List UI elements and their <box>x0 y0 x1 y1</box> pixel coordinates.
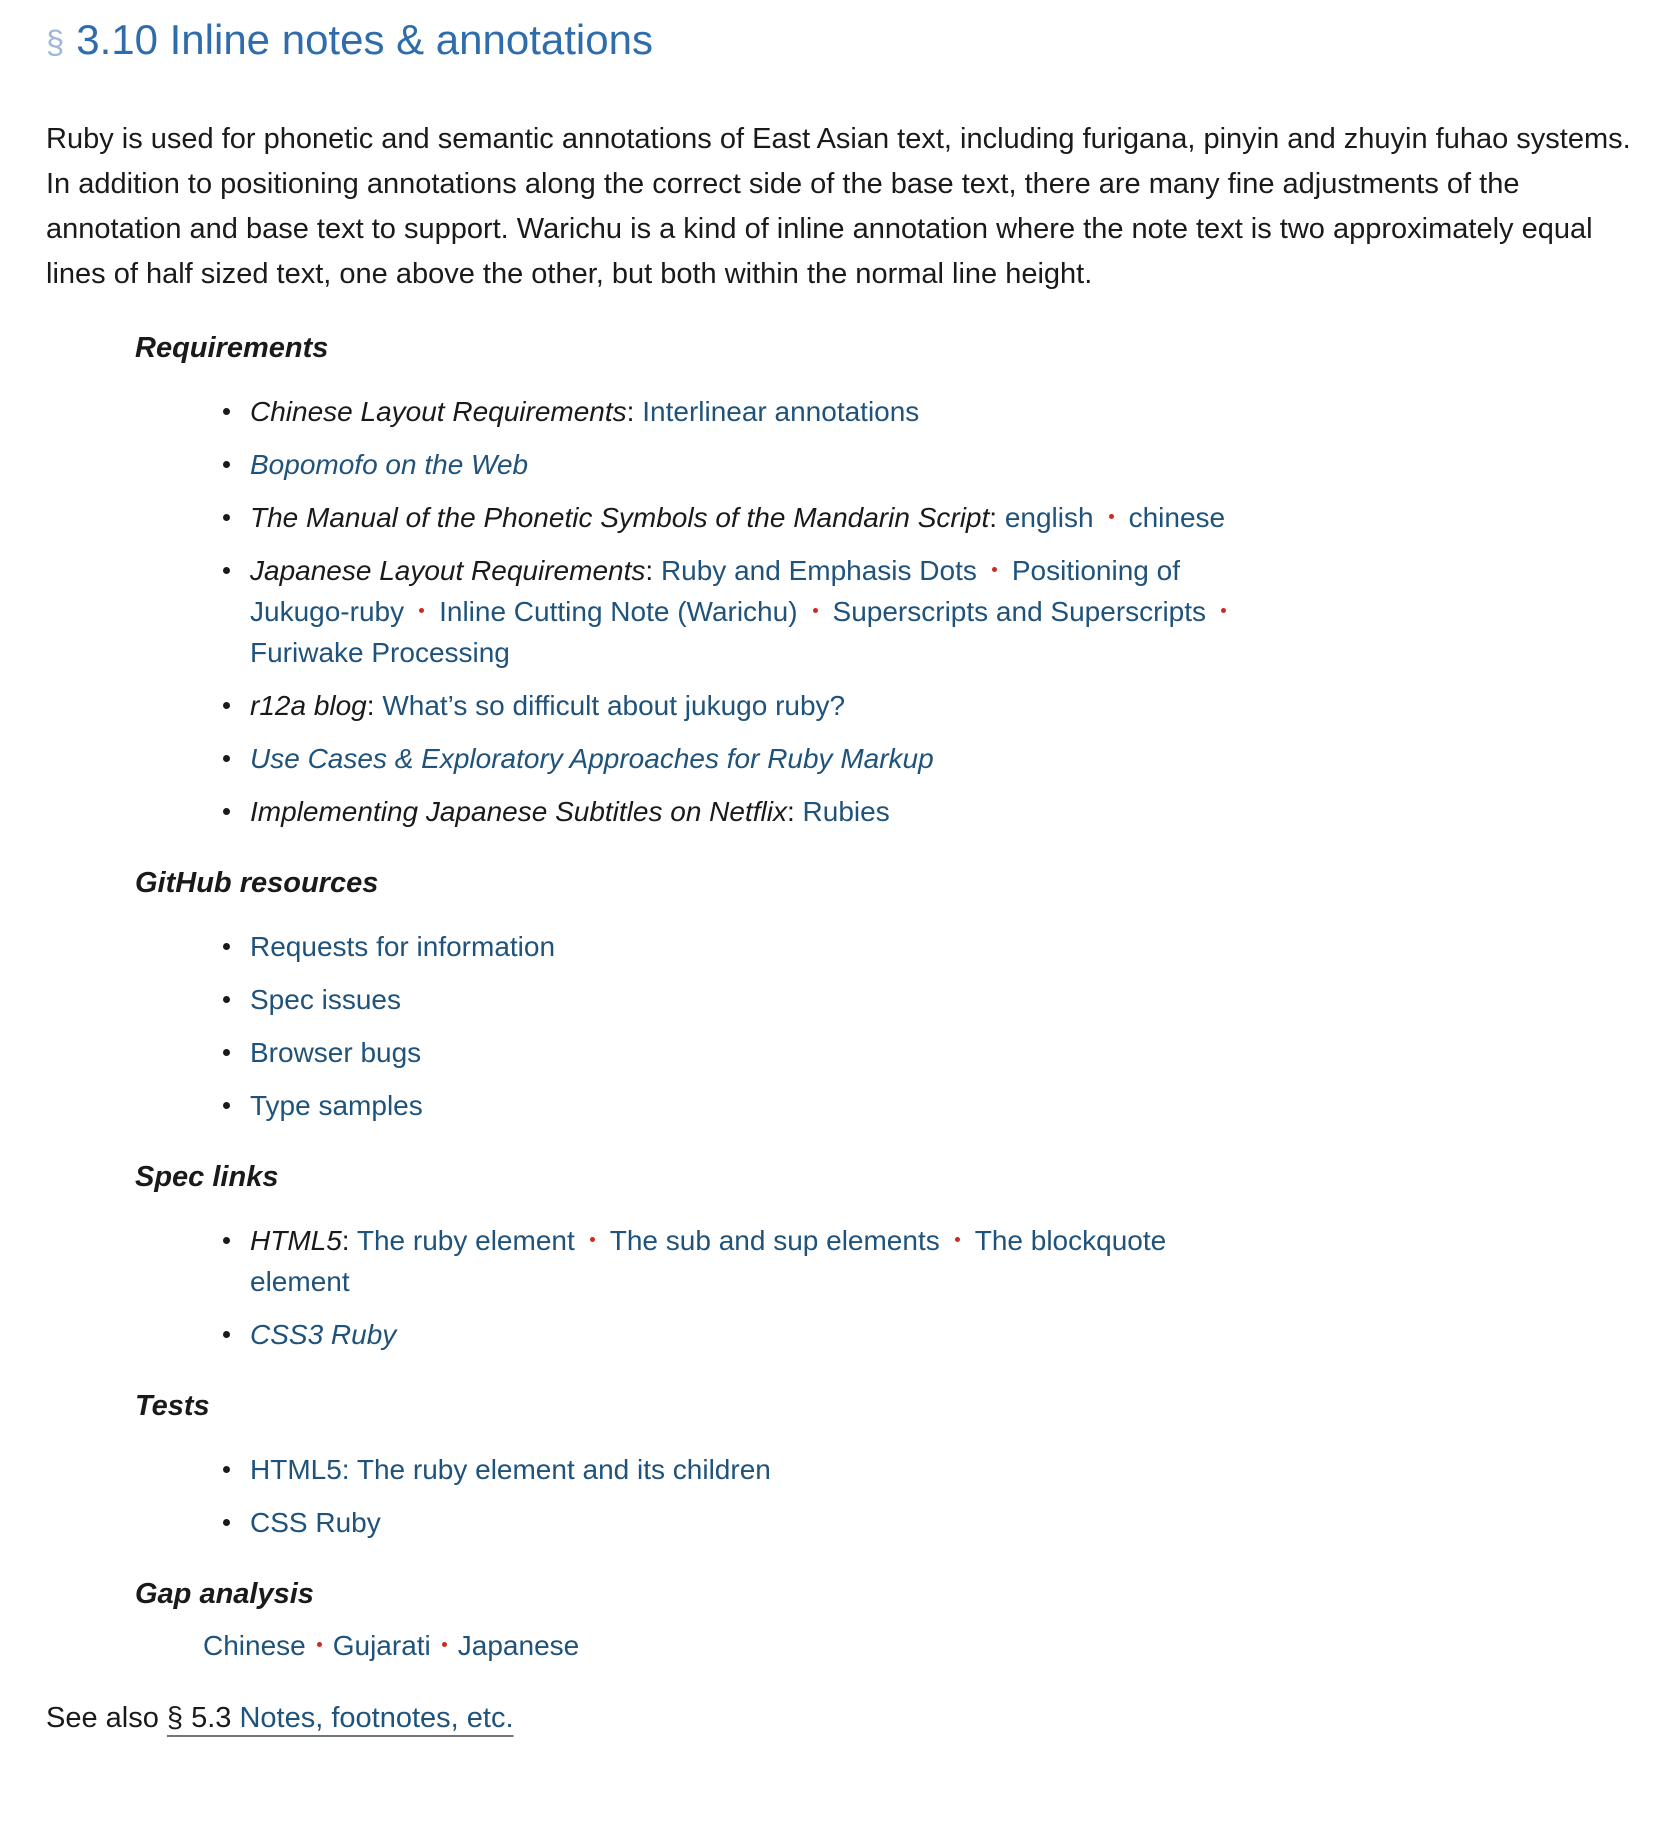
see-also-prefix: See also <box>46 1701 167 1734</box>
link-superscripts-and-superscripts[interactable]: Superscripts and Superscripts <box>832 595 1207 627</box>
section-mark: § <box>46 23 65 60</box>
dot-separator <box>992 567 997 572</box>
link-the-sub-and-sup-elements[interactable]: The sub and sup elements <box>609 1224 940 1256</box>
link-chinese[interactable]: Chinese <box>203 1629 306 1661</box>
link-chinese[interactable]: chinese <box>1128 501 1226 533</box>
link-type-samples[interactable]: Type samples <box>250 1089 423 1121</box>
link-the-blockquote-element[interactable]: The blockquote element <box>250 1224 1167 1297</box>
link-rubies[interactable]: Rubies <box>802 795 890 827</box>
dot-separator <box>590 1237 595 1242</box>
list-item <box>250 1502 1260 1543</box>
section-list-github-resources <box>46 926 1634 1126</box>
link-gujarati[interactable]: Gujarati <box>332 1629 431 1661</box>
page-title <box>46 14 1634 67</box>
list-item <box>250 444 1260 485</box>
link-html5-the-ruby-element-and-its-children[interactable]: HTML5: The ruby element and its children <box>250 1453 771 1485</box>
section-heading-tests: Tests <box>135 1389 210 1422</box>
page-title-text: 3.10 Inline notes & annotations <box>76 16 653 63</box>
dot-separator <box>813 608 818 613</box>
link-interlinear-annotations[interactable]: Interlinear annotations <box>642 395 920 427</box>
list-item <box>250 497 1260 538</box>
list-item <box>250 1085 1260 1126</box>
plain-text: : <box>341 1224 357 1256</box>
cite-implementing-japanese-subtitles-on-netfl: Implementing Japanese Subtitles on Netflix <box>250 795 787 827</box>
list-item <box>250 1449 1260 1490</box>
section-list-tests <box>46 1449 1634 1543</box>
gap-analysis-links <box>203 1625 1634 1666</box>
list-item <box>250 738 1260 779</box>
list-item <box>250 1220 1260 1302</box>
list-item <box>250 685 1260 726</box>
link-css-ruby[interactable]: CSS Ruby <box>250 1506 381 1538</box>
link-browser-bugs[interactable]: Browser bugs <box>250 1036 422 1068</box>
see-also-section-number: § 5.3 <box>166 1701 232 1734</box>
dot-separator <box>442 1642 447 1647</box>
dot-separator <box>955 1237 960 1242</box>
cite-html5: HTML5 <box>250 1224 342 1256</box>
dot-separator <box>317 1642 322 1647</box>
see-also <box>46 1696 1634 1740</box>
cite-the-manual-of-the-phonetic-symbols-of-th: The Manual of the Phonetic Symbols of the Mandarin Script <box>250 501 990 533</box>
section-heading-spec-links: Spec links <box>135 1160 279 1193</box>
section-heading-github-resources: GitHub resources <box>135 866 379 899</box>
link-requests-for-information[interactable]: Requests for information <box>250 930 556 962</box>
plain-text: : <box>989 501 1005 533</box>
link-what-s-so-difficult-about-jukugo-ruby[interactable]: What’s so difficult about jukugo ruby? <box>382 689 846 721</box>
section-heading-requirements: Requirements <box>135 331 329 364</box>
plain-text: : <box>366 689 383 721</box>
list-item <box>250 391 1260 432</box>
dot-separator <box>419 608 424 613</box>
list-item <box>250 1032 1260 1073</box>
plain-text: : <box>626 395 643 427</box>
link-use-cases-exploratory-approaches-for-rub[interactable]: Use Cases & Exploratory Approaches for Ruby Markup <box>250 742 934 774</box>
plain-text: : <box>786 795 803 827</box>
link-english[interactable]: english <box>1004 501 1094 533</box>
list-item <box>250 1314 1260 1355</box>
list-item <box>250 979 1260 1020</box>
link-furiwake-processing[interactable]: Furiwake Processing <box>250 636 510 668</box>
list-item <box>250 791 1260 832</box>
link-css3-ruby[interactable]: CSS3 Ruby <box>250 1318 397 1350</box>
see-also-link-label: Notes, footnotes, etc. <box>231 1701 514 1734</box>
section-list-spec-links <box>46 1220 1634 1355</box>
sections <box>46 327 1634 1666</box>
link-ruby-and-emphasis-dots[interactable]: Ruby and Emphasis Dots <box>660 554 977 586</box>
intro-paragraph: Ruby is used for phonetic and semantic annotations of East Asian text, including furigana, pinyin and zhuyin fuhao systems. In addition to positioning annotations along the correct side of the base text, there are many fine adjustments of the annotation and base text to support. Warichu is a kind of inline annotation where the note text is two approximately equal lines of half sized text, one above the other, but both within the normal line height. <box>46 122 1631 290</box>
link-the-ruby-element[interactable]: The ruby element <box>356 1224 575 1256</box>
cite-japanese-layout-requirements: Japanese Layout Requirements <box>250 554 646 586</box>
link-japanese[interactable]: Japanese <box>457 1629 580 1661</box>
section-heading-gap-analysis: Gap analysis <box>135 1577 314 1610</box>
list-item <box>250 550 1260 673</box>
link-bopomofo-on-the-web[interactable]: Bopomofo on the Web <box>250 448 529 480</box>
see-also-link[interactable] <box>167 1702 514 1734</box>
link-inline-cutting-note-warichu[interactable]: Inline Cutting Note (Warichu) <box>439 595 798 627</box>
cite-r12a-blog: r12a blog <box>250 689 367 721</box>
dot-separator <box>1221 608 1226 613</box>
dot-separator <box>1109 514 1114 519</box>
link-spec-issues[interactable]: Spec issues <box>250 983 401 1015</box>
section-list-requirements <box>46 391 1634 832</box>
link-positioning-of-jukugo-ruby[interactable]: Positioning of Jukugo-ruby <box>250 554 1180 627</box>
list-item <box>250 926 1260 967</box>
plain-text: : <box>645 554 661 586</box>
cite-chinese-layout-requirements: Chinese Layout Requirements <box>250 395 627 427</box>
